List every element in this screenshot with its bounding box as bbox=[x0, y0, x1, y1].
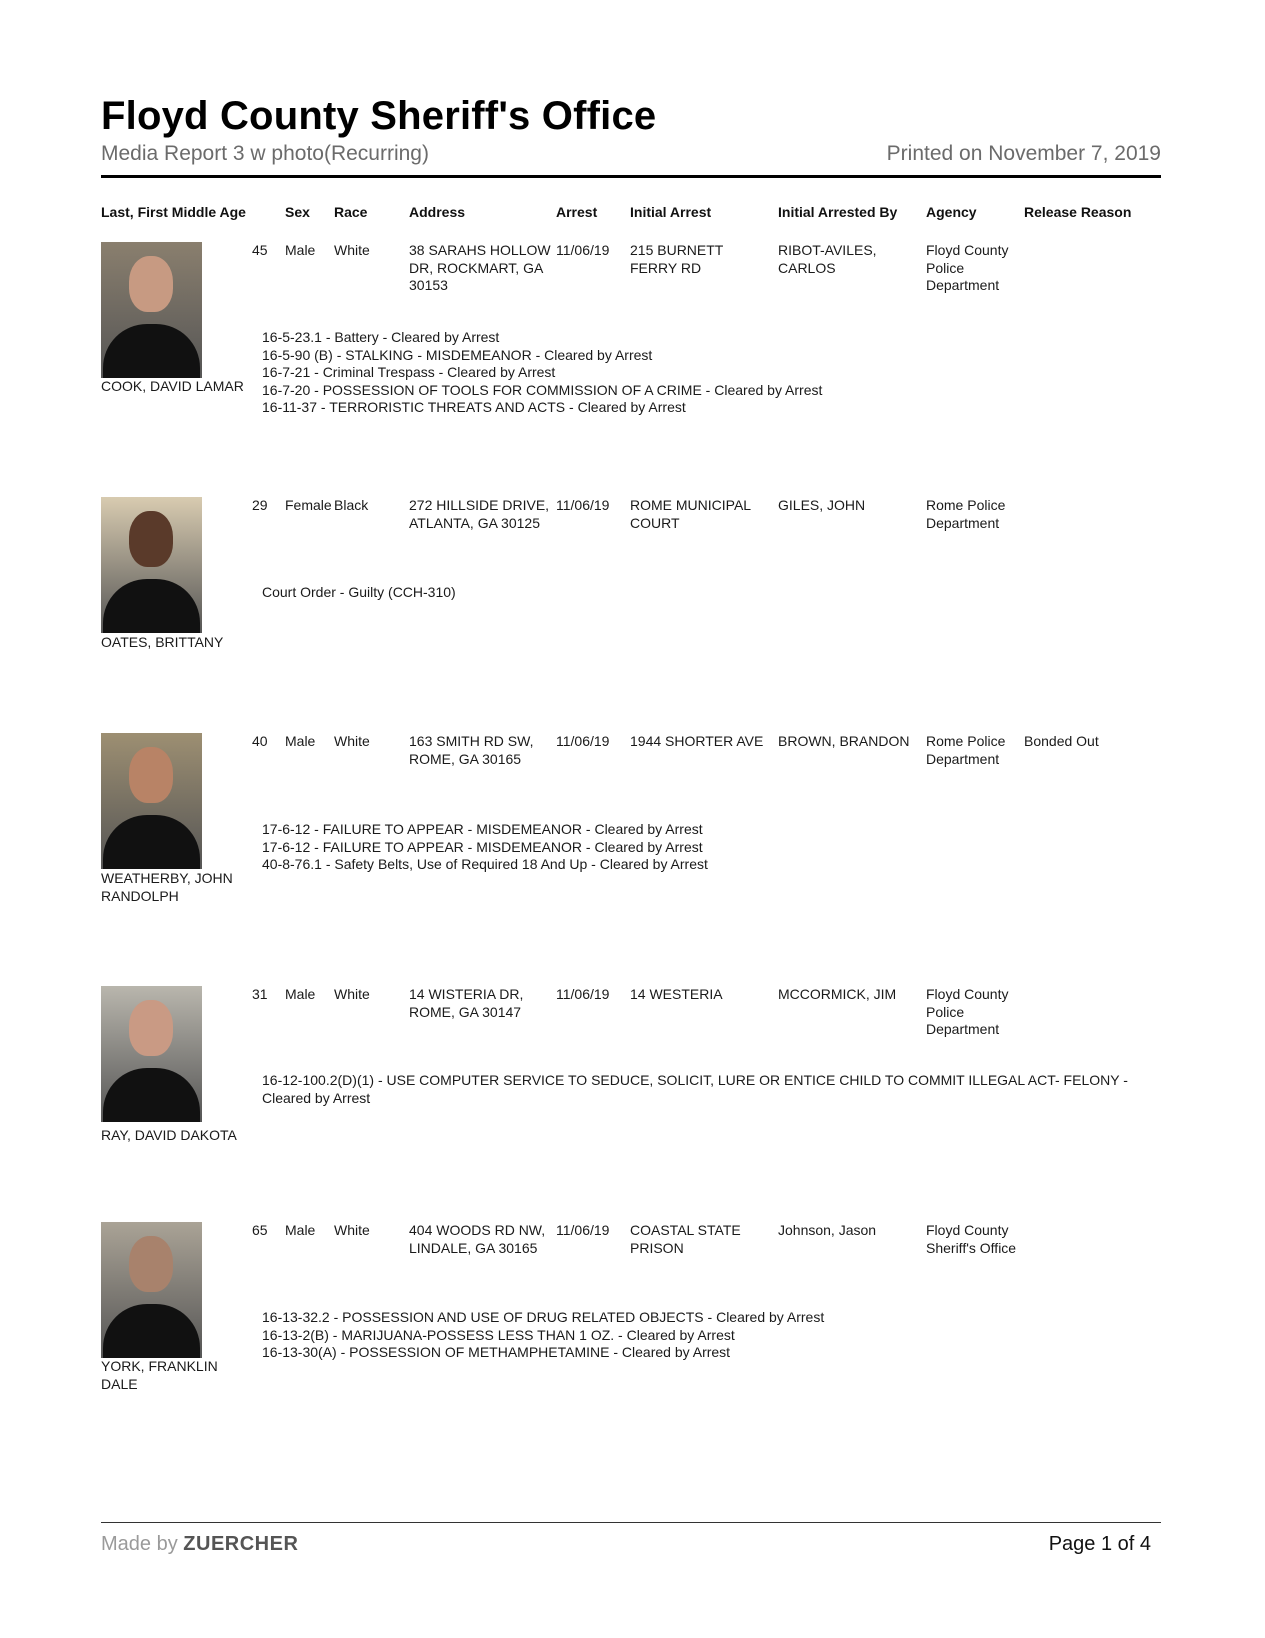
record-agency: Rome Police Department bbox=[926, 497, 1006, 531]
record-initial-arrest: 215 BURNETT FERRY RD bbox=[630, 242, 724, 276]
charge-line: 17-6-12 - FAILURE TO APPEAR - MISDEMEANOR - Cleared by Arrest bbox=[262, 821, 703, 837]
col-initial-arrest: Initial Arrest bbox=[630, 204, 712, 220]
record-release-reason: Bonded Out bbox=[1024, 733, 1099, 749]
photo-face bbox=[129, 747, 173, 803]
charge-line: 16-11-37 - TERRORISTIC THREATS AND ACTS - Cleared by Arrest bbox=[262, 399, 686, 415]
photo-face bbox=[129, 256, 173, 312]
record-address: 404 WOODS RD NW, LINDALE, GA 30165 bbox=[409, 1222, 546, 1256]
record-address: 38 SARAHS HOLLOW DR, ROCKMART, GA 30153 bbox=[409, 242, 551, 293]
charge-line: 16-5-23.1 - Battery - Cleared by Arrest bbox=[262, 329, 500, 345]
charges-list bbox=[262, 329, 1162, 417]
charge-line: 16-5-90 (B) - STALKING - MISDEMEANOR - Cleared by Arrest bbox=[262, 346, 653, 363]
record-arrested-by: RIBOT-AVILES, CARLOS bbox=[778, 242, 877, 276]
record-initial-arrest: 14 WESTERIA bbox=[630, 986, 723, 1002]
made-by bbox=[101, 1533, 298, 1556]
record-age: 40 bbox=[252, 733, 268, 749]
charge-line: 16-7-21 - Criminal Trespass - Cleared by Arrest bbox=[262, 364, 556, 380]
record-arrest-date: 11/06/19 bbox=[556, 733, 610, 749]
col-agency: Agency bbox=[926, 204, 977, 220]
record-address: 14 WISTERIA DR, ROME, GA 30147 bbox=[409, 986, 524, 1020]
record-arrest-date: 11/06/19 bbox=[556, 1222, 610, 1238]
record-agency: Floyd County Sheriff's Office bbox=[926, 1222, 1017, 1256]
record-race: White bbox=[334, 986, 370, 1002]
mugshot-photo bbox=[101, 497, 202, 633]
col-race: Race bbox=[334, 204, 368, 220]
photo-face bbox=[129, 1236, 173, 1292]
charges-list bbox=[262, 1072, 1162, 1107]
report-subtitle: Media Report 3 w photo(Recurring) bbox=[101, 142, 429, 165]
record-race: White bbox=[334, 1222, 370, 1238]
record-name: OATES, BRITTANY bbox=[101, 634, 224, 650]
record-age: 45 bbox=[252, 242, 268, 258]
photo-face bbox=[129, 511, 173, 567]
record-address: 272 HILLSIDE DRIVE, ATLANTA, GA 30125 bbox=[409, 497, 550, 531]
record-name: YORK, FRANKLIN DALE bbox=[101, 1358, 218, 1392]
col-release-reason: Release Reason bbox=[1024, 204, 1132, 220]
record-sex: Male bbox=[285, 986, 316, 1002]
col-sex: Sex bbox=[285, 204, 310, 220]
record-sex: Male bbox=[285, 733, 316, 749]
record-name: COOK, DAVID LAMAR bbox=[101, 378, 244, 394]
record-age: 65 bbox=[252, 1222, 268, 1238]
record-arrest-date: 11/06/19 bbox=[556, 242, 610, 258]
mugshot-photo bbox=[101, 1222, 202, 1358]
record-arrest-date: 11/06/19 bbox=[556, 497, 610, 513]
record-initial-arrest: ROME MUNICIPAL COURT bbox=[630, 497, 751, 531]
mugshot-photo bbox=[101, 733, 202, 869]
charges-list bbox=[262, 1309, 1162, 1362]
record-arrested-by: BROWN, BRANDON bbox=[778, 733, 910, 749]
charge-line: 16-12-100.2(D)(1) - USE COMPUTER SERVICE TO SEDUCE, SOLICIT, LURE OR ENTICE CHILD TO COMMIT ILLEGAL ACT- FELONY - Cleared by Arrest bbox=[262, 1072, 1128, 1106]
record-initial-arrest: 1944 SHORTER AVE bbox=[630, 733, 764, 749]
record-arrested-by: GILES, JOHN bbox=[778, 497, 866, 513]
record-arrest-date: 11/06/19 bbox=[556, 986, 610, 1002]
col-arrest: Arrest bbox=[556, 204, 598, 220]
record-sex: Female bbox=[285, 497, 332, 513]
record-name: RAY, DAVID DAKOTA bbox=[101, 1127, 237, 1143]
charge-line: 16-13-2(B) - MARIJUANA-POSSESS LESS THAN 1 OZ. - Cleared by Arrest bbox=[262, 1326, 735, 1343]
record-name: WEATHERBY, JOHN RANDOLPH bbox=[101, 870, 233, 904]
col-initial-arrested-by: Initial Arrested By bbox=[778, 204, 898, 220]
charge-line: Court Order - Guilty (CCH-310) bbox=[262, 584, 456, 600]
booking-record bbox=[0, 242, 1265, 442]
record-agency: Floyd County Police Department bbox=[926, 242, 1009, 293]
record-agency: Floyd County Police Department bbox=[926, 986, 1009, 1037]
mugshot-photo bbox=[101, 242, 202, 378]
record-arrested-by: MCCORMICK, JIM bbox=[778, 986, 897, 1002]
record-age: 29 bbox=[252, 497, 268, 513]
zuercher-logo: ZUERCHER bbox=[183, 1533, 299, 1555]
charge-line: 16-13-32.2 - POSSESSION AND USE OF DRUG RELATED OBJECTS - Cleared by Arrest bbox=[262, 1309, 825, 1325]
col-address: Address bbox=[409, 204, 466, 220]
photo-face bbox=[129, 1000, 173, 1056]
record-sex: Male bbox=[285, 1222, 316, 1238]
charge-line: 16-13-30(A) - POSSESSION OF METHAMPHETAMINE - Cleared by Arrest bbox=[262, 1344, 731, 1360]
charges-list bbox=[262, 821, 1162, 874]
record-race: White bbox=[334, 733, 370, 749]
record-initial-arrest: COASTAL STATE PRISON bbox=[630, 1222, 741, 1256]
booking-record bbox=[0, 986, 1265, 1186]
record-arrested-by: Johnson, Jason bbox=[778, 1222, 877, 1238]
report-title: Floyd County Sheriff's Office bbox=[101, 94, 657, 138]
record-age: 31 bbox=[252, 986, 268, 1002]
record-address: 163 SMITH RD SW, ROME, GA 30165 bbox=[409, 733, 534, 767]
header-divider bbox=[101, 175, 1161, 178]
booking-record bbox=[0, 1222, 1265, 1422]
charge-line: 40-8-76.1 - Safety Belts, Use of Required 18 And Up - Cleared by Arrest bbox=[262, 856, 708, 872]
mugshot-photo bbox=[101, 986, 202, 1122]
charges-list bbox=[262, 584, 1162, 602]
record-race: Black bbox=[334, 497, 369, 513]
made-by-label: Made by bbox=[101, 1533, 178, 1555]
record-race: White bbox=[334, 242, 370, 258]
footer-divider bbox=[101, 1522, 1161, 1523]
page-number: Page 1 of 4 bbox=[1048, 1533, 1151, 1555]
record-agency: Rome Police Department bbox=[926, 733, 1006, 767]
col-name-age: Last, First Middle Age bbox=[101, 204, 246, 220]
record-sex: Male bbox=[285, 242, 316, 258]
printed-date: Printed on November 7, 2019 bbox=[886, 142, 1161, 165]
charge-line: 16-7-20 - POSSESSION OF TOOLS FOR COMMISSION OF A CRIME - Cleared by Arrest bbox=[262, 381, 823, 398]
booking-record bbox=[0, 497, 1265, 697]
charge-line: 17-6-12 - FAILURE TO APPEAR - MISDEMEANOR - Cleared by Arrest bbox=[262, 838, 703, 855]
booking-record bbox=[0, 733, 1265, 933]
